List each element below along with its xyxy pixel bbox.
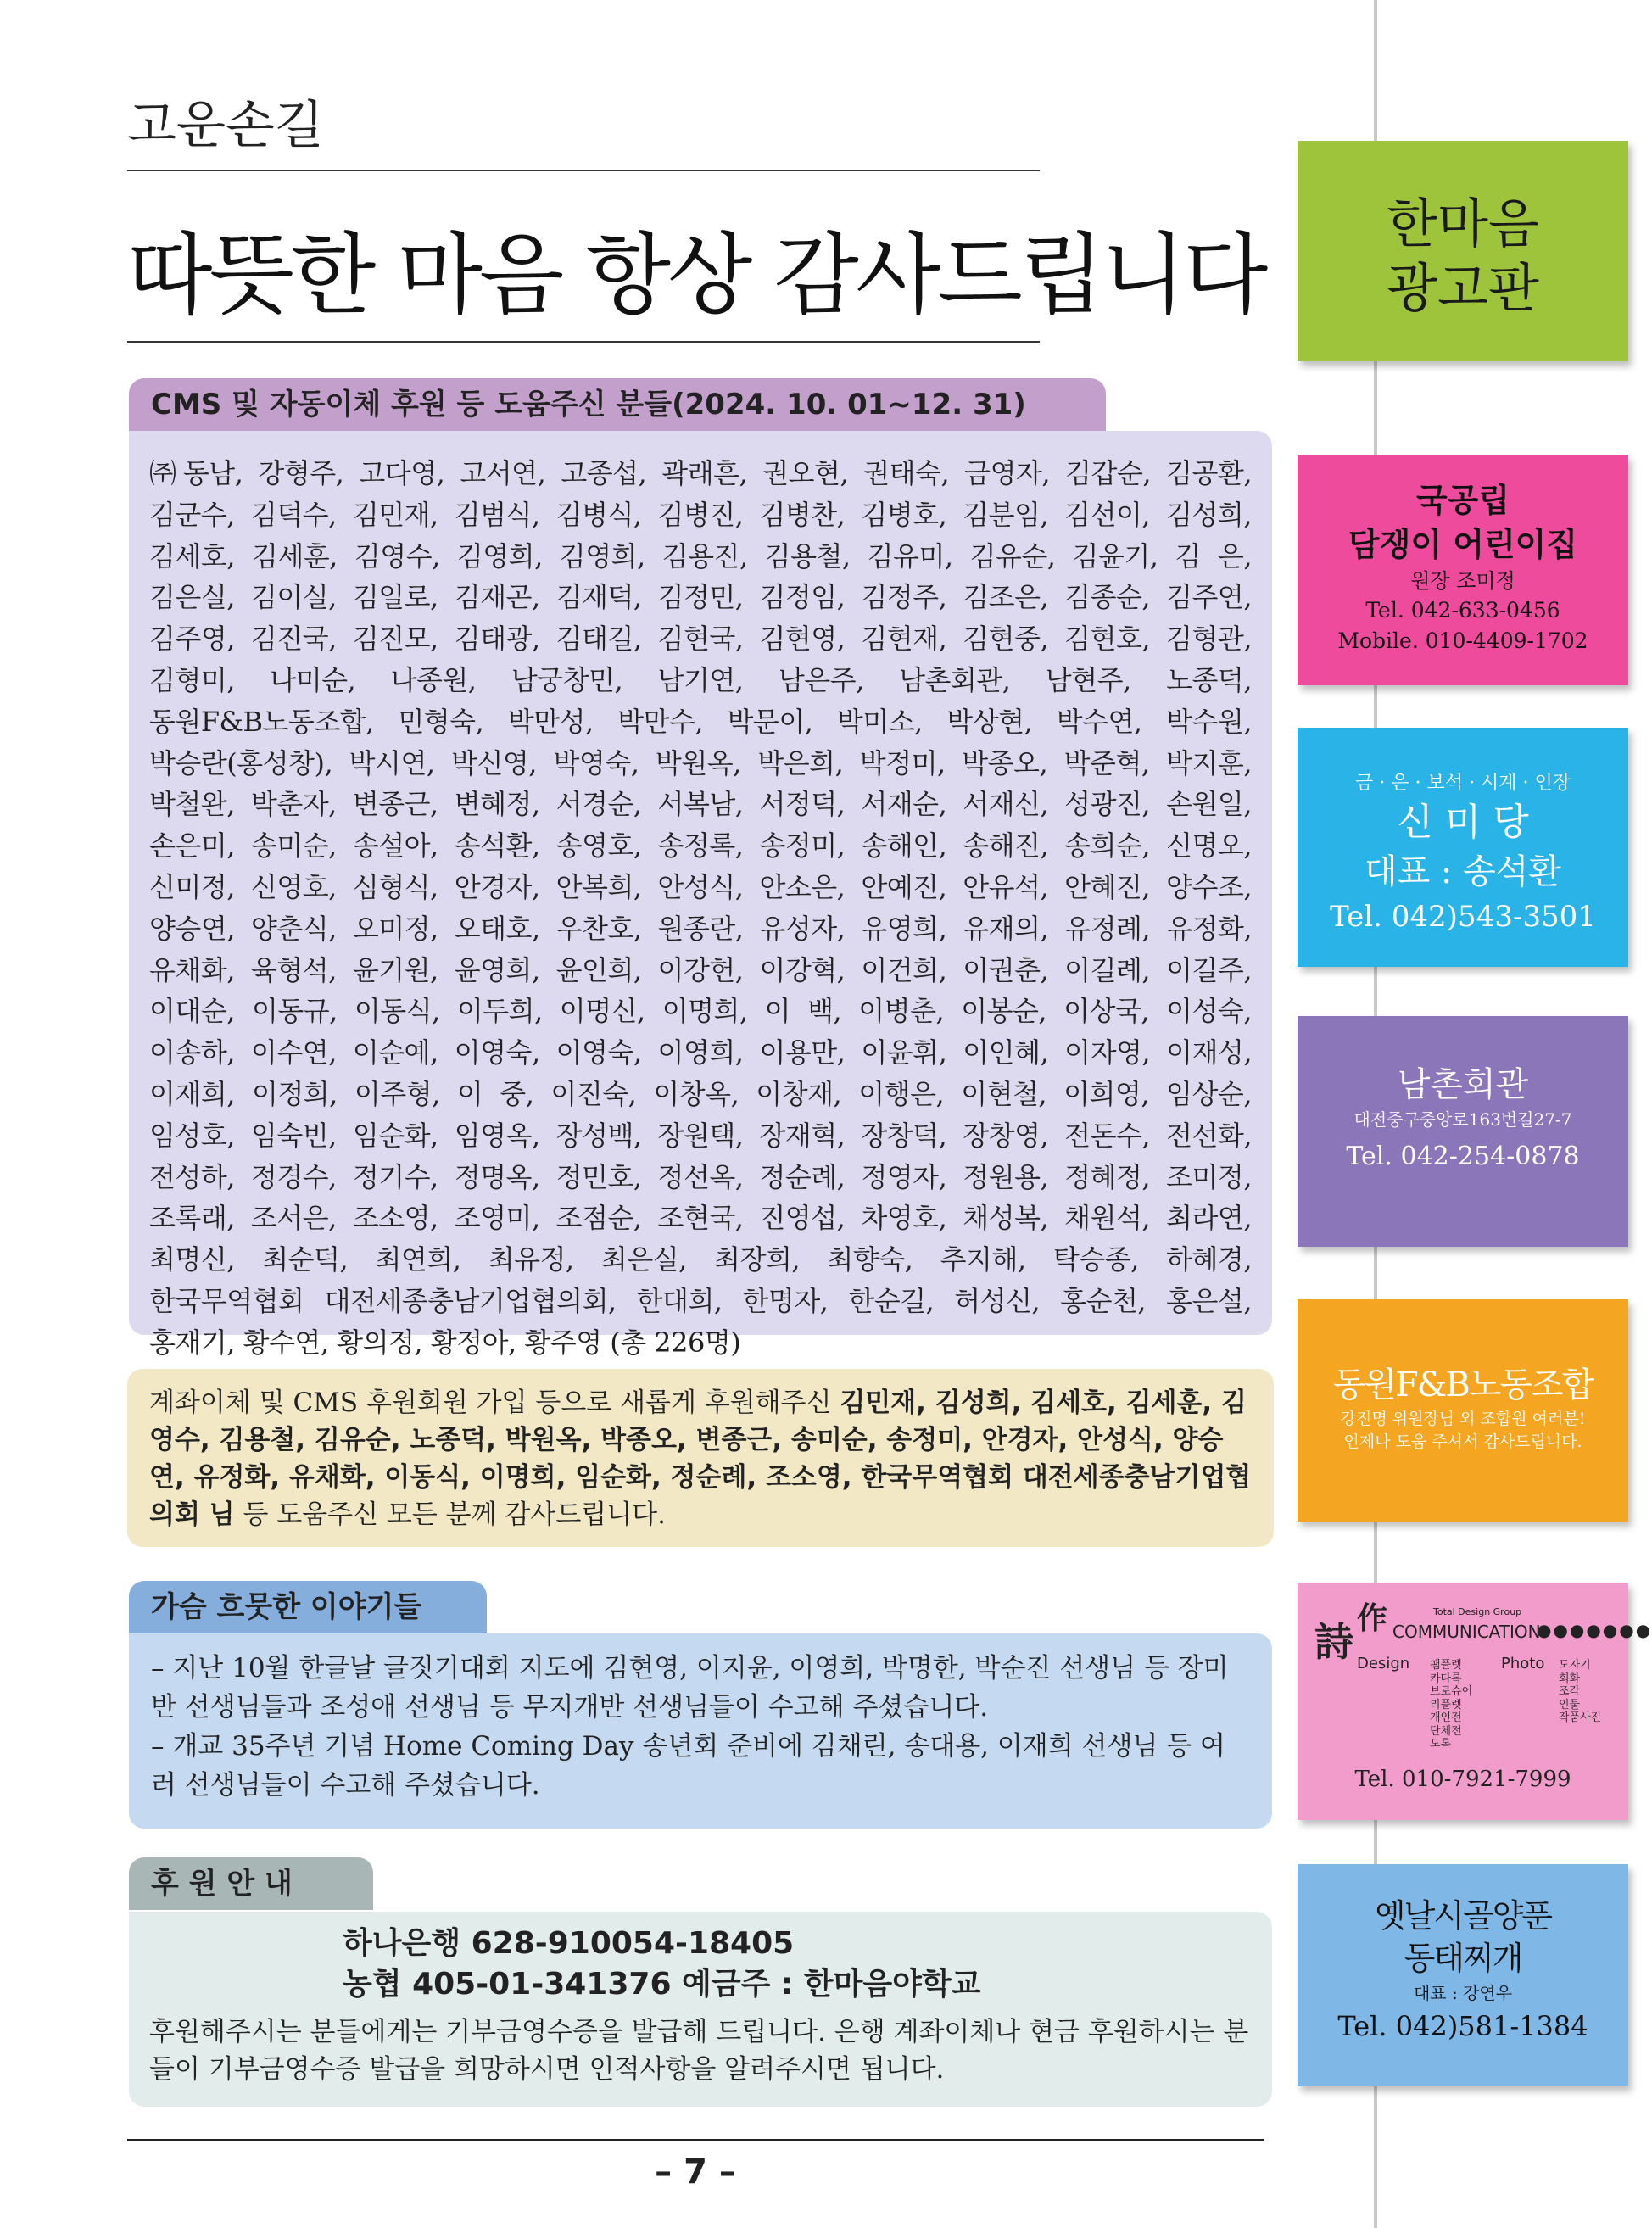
ad1-name1: 국공립 xyxy=(1415,482,1510,519)
section-label: 고운손길 xyxy=(127,96,324,155)
donor-names-line: 김형미, 나미순, 나종원, 남궁창민, 남기연, 남은주, 남촌회관, 남현주, 노종덕, xyxy=(149,663,1252,696)
ad-sijak-communication xyxy=(1298,1583,1652,1820)
donor-names-line: 손은미, 송미순, 송설아, 송석환, 송영호, 송정록, 송정미, 송해인, 송해진, 송희순, 신명오, xyxy=(149,829,1252,863)
ad-daycare xyxy=(1298,455,1628,685)
donor-names-line: 한국무역협회 대전세종충남기업협의회, 한대희, 한명자, 한순길, 허성신, 홍순천, 홍은설, xyxy=(149,1284,1252,1317)
sijak-service-item: 리플렛 xyxy=(1430,1698,1462,1711)
bank-account-hana: 하나은행 628-910054-18405 xyxy=(343,1926,795,1961)
sijak-logo-char1: 詩 xyxy=(1314,1619,1353,1665)
ad4-line2: 언제나 도움 주셔서 감사드립니다. xyxy=(1343,1432,1582,1451)
donor-names-line: 동원F&B노동조합, 민형숙, 박만성, 박만수, 박문이, 박미소, 박상현, 박수연, 박수원, xyxy=(149,705,1252,738)
donor-names-line: ㈜동남, 강형주, 고다영, 고서연, 고종섭, 곽래흔, 권오현, 권태숙, 금영자, 김갑순, 김공환, xyxy=(149,457,1252,489)
ad1-tel: Tel. 042-633-0456 xyxy=(1365,598,1560,623)
ad-dongwon-union xyxy=(1298,1299,1628,1522)
stories-box xyxy=(129,1633,1272,1829)
sijak-company: COMMUNICATION xyxy=(1392,1622,1541,1642)
donor-names-line: 김세호, 김세훈, 김영수, 김영희, 김영희, 김용진, 김용철, 김유미, 김유순, 김윤기, 김 은, xyxy=(149,539,1252,572)
donor-names-line: 임성호, 임숙빈, 임순화, 임영옥, 장성백, 장원택, 장재혁, 장창덕, 장창영, 전돈수, 전선화, xyxy=(149,1119,1252,1152)
donor-names-line: 이송하, 이수연, 이순예, 이영숙, 이영숙, 이영희, 이용만, 이윤휘, 이인혜, 이자영, 이재성, xyxy=(149,1036,1252,1069)
sijak-service-item: 조각 xyxy=(1559,1685,1581,1698)
ad1-mobile: Mobile. 010-4409-1702 xyxy=(1337,628,1588,653)
ad-shinmidang xyxy=(1298,728,1628,967)
sijak-service-item: 팸플렛 xyxy=(1430,1659,1462,1672)
ad2-name: 신 미 당 xyxy=(1397,801,1529,844)
ad-dongtae-jjigae xyxy=(1298,1864,1628,2086)
ad3-name: 남촌회관 xyxy=(1397,1065,1529,1104)
ad3-tel: Tel. 042-254-0878 xyxy=(1346,1142,1580,1171)
ad1-name2: 담쟁이 어린이집 xyxy=(1348,526,1578,563)
donor-names-line: 양승연, 양춘식, 오미정, 오태호, 우찬호, 원종란, 유성자, 유영희, 유재의, 유정례, 유정화, xyxy=(149,912,1252,945)
dots-decoration: ●●●●●●● xyxy=(1537,1620,1652,1640)
donor-names-line: 전성하, 정경수, 정기수, 정명옥, 정민호, 정선옥, 정순례, 정영자, 정원용, 정혜정, 조미정, xyxy=(149,1160,1252,1193)
sijak-design-head: Design xyxy=(1357,1655,1410,1672)
donor-names-line: 최명신, 최순덕, 최연희, 최유정, 최은실, 최장희, 최향숙, 추지해, 탁승종, 하혜경, xyxy=(149,1243,1252,1276)
board-title-line2: 광고판 xyxy=(1387,257,1539,319)
donor-names-line: 박철완, 박춘자, 변종근, 변혜정, 서경순, 서복남, 서정덕, 서재순, 서재신, 성광진, 손원일, xyxy=(149,788,1252,821)
sijak-service-item: 인물 xyxy=(1559,1698,1581,1711)
ad2-tel: Tel. 042)543-3501 xyxy=(1330,900,1596,934)
sijak-service-item: 개인전 xyxy=(1430,1711,1462,1724)
ad6-rep: 대표 : 강연우 xyxy=(1413,1983,1513,2003)
donor-names-line: 박승란(홍성창), 박시연, 박신영, 박영숙, 박원옥, 박은희, 박정미, 박종오, 박준혁, 박지훈, xyxy=(149,746,1252,779)
sijak-design-list xyxy=(1430,1659,1472,1751)
sijak-photo-head: Photo xyxy=(1501,1655,1545,1672)
ad-board-title xyxy=(1298,141,1628,361)
ad5-tel: Tel. 010-7921-7999 xyxy=(1354,1767,1571,1792)
new-donors-box xyxy=(127,1369,1274,1547)
sijak-service-item: 단체전 xyxy=(1430,1724,1462,1738)
donor-names-line: 김은실, 김이실, 김일로, 김재곤, 김재덕, 김정민, 김정임, 김정주, 김조은, 김종순, 김주연, xyxy=(149,581,1252,614)
donation-note: 후원해주시는 분들에게는 기부금영수증을 발급해 드립니다. 은행 계좌이체나 현금 후원하시는 분들이 기부금영수증 발급을 희망하시면 인적사항을 알려주시면 됩니다. xyxy=(149,2017,1249,2085)
story-item: – 지난 10월 한글날 글짓기대회 지도에 김현영, 이지윤, 이영희, 박명한, 박순진 선생님 등 장미반 선생님들과 조성애 선생님 등 무지개반 선생님들이 수고해 주셨습니다. xyxy=(151,1653,1229,1723)
ad4-line1: 강진명 위원장님 외 조합원 여러분! xyxy=(1340,1410,1586,1428)
sijak-service-item: 카다록 xyxy=(1430,1672,1462,1685)
donor-names-line: 홍재기, 황수연, 황의정, 황정아, 황주영 (총 226명) xyxy=(149,1326,741,1359)
ad1-director: 원장 조미정 xyxy=(1410,569,1515,593)
story-item: – 개교 35주년 기념 Home Coming Day 송년회 준비에 김채린, 송대용, 이재희 선생님 등 여러 선생님들이 수고해 주셨습니다. xyxy=(151,1731,1225,1801)
ad6-name2: 동태찌개 xyxy=(1404,1940,1522,1977)
ad6-tel: Tel. 042)581-1384 xyxy=(1337,2010,1588,2042)
bank-account-nh: 농협 405-01-341376 예금주 : 한마음야학교 xyxy=(343,1967,981,2002)
new-donors-intro: 계좌이체 및 CMS 후원회원 가입 등으로 새롭게 후원해주신 xyxy=(149,1388,840,1418)
donor-names-line: 이대순, 이동규, 이동식, 이두희, 이명신, 이명희, 이 백, 이병춘, 이봉순, 이상국, 이성숙, xyxy=(149,995,1252,1028)
sijak-photo-list xyxy=(1559,1659,1601,1725)
ad3-address: 대전중구중앙로163번길27-7 xyxy=(1353,1109,1572,1130)
headline-rule xyxy=(127,341,1040,343)
ad-namchon xyxy=(1298,1016,1628,1247)
sijak-group: Total Design Group xyxy=(1433,1606,1522,1617)
donation-box xyxy=(129,1912,1272,2107)
sijak-service-item: 브로슈어 xyxy=(1430,1685,1473,1698)
ad6-name1: 옛날시골양푼 xyxy=(1374,1897,1552,1935)
sijak-service-item: 도록 xyxy=(1430,1738,1452,1751)
donor-names-line: 이재희, 이정희, 이주형, 이 중, 이진숙, 이창옥, 이창재, 이행은, 이현철, 이희영, 임상순, xyxy=(149,1077,1252,1110)
donor-names-box xyxy=(129,431,1272,1359)
footer-rule xyxy=(127,2139,1264,2141)
header-rule xyxy=(127,170,1040,171)
donor-names-line: 김군수, 김덕수, 김민재, 김범식, 김병식, 김병진, 김병찬, 김병호, 김분임, 김선이, 김성희, xyxy=(149,498,1252,531)
cms-section-tab: CMS 및 자동이체 후원 등 도움주신 분들(2024. 10. 01~12. 31) xyxy=(129,378,1106,431)
donor-names-line: 김주영, 김진국, 김진모, 김태광, 김태길, 김현국, 김현영, 김현재, 김현중, 김현호, 김형관, xyxy=(149,623,1252,656)
sijak-service-item: 도자기 xyxy=(1559,1659,1591,1672)
new-donors-names: 김민재, 김성희, 김세호, 김세훈, 김영수, 김용철, 김유순, 노종덕, 박원옥, 박종오, 변종근, 송미순, 송정미, 안경자, 안성식, 양승연, 유정화, 유채화, 이동식, 이명희, 임순화, 정순례, 조소영, 한국무역협회 대전세종충남기업협의회 님 xyxy=(149,1388,1252,1530)
ad2-rep: 대표 : 송석환 xyxy=(1364,852,1562,891)
sijak-service-item: 작품사진 xyxy=(1559,1711,1602,1724)
page-number: – 7 – xyxy=(655,2153,736,2192)
ad2-category: 금 · 은 · 보석 · 시계 · 인장 xyxy=(1355,773,1571,794)
donor-names-line: 신미정, 신영호, 심형식, 안경자, 안복희, 안성식, 안소은, 안예진, 안유석, 안혜진, 양수조, xyxy=(149,870,1252,903)
ad4-name: 동원F&B노동조합 xyxy=(1332,1365,1593,1404)
stories-tab: 가슴 흐뭇한 이야기들 xyxy=(129,1581,487,1633)
donation-tab: 후 원 안 내 xyxy=(129,1857,373,1910)
donor-names-line: 조록래, 조서은, 조소영, 조영미, 조점순, 조현국, 진영섭, 차영호, 채성복, 채원석, 최라연, xyxy=(149,1202,1252,1235)
page-headline: 따뜻한 마음 항상 감사드립니다 xyxy=(127,223,1265,327)
donor-names-line: 유채화, 육형석, 윤기원, 윤영희, 윤인희, 이강헌, 이강혁, 이건희, 이권춘, 이길례, 이길주, xyxy=(149,953,1252,986)
board-title-line1: 한마음 xyxy=(1387,193,1539,254)
sijak-service-item: 회화 xyxy=(1559,1672,1581,1685)
new-donors-outro: 등 도움주신 모든 분께 감사드립니다. xyxy=(234,1499,666,1530)
sijak-logo-char2: 作 xyxy=(1357,1600,1388,1636)
